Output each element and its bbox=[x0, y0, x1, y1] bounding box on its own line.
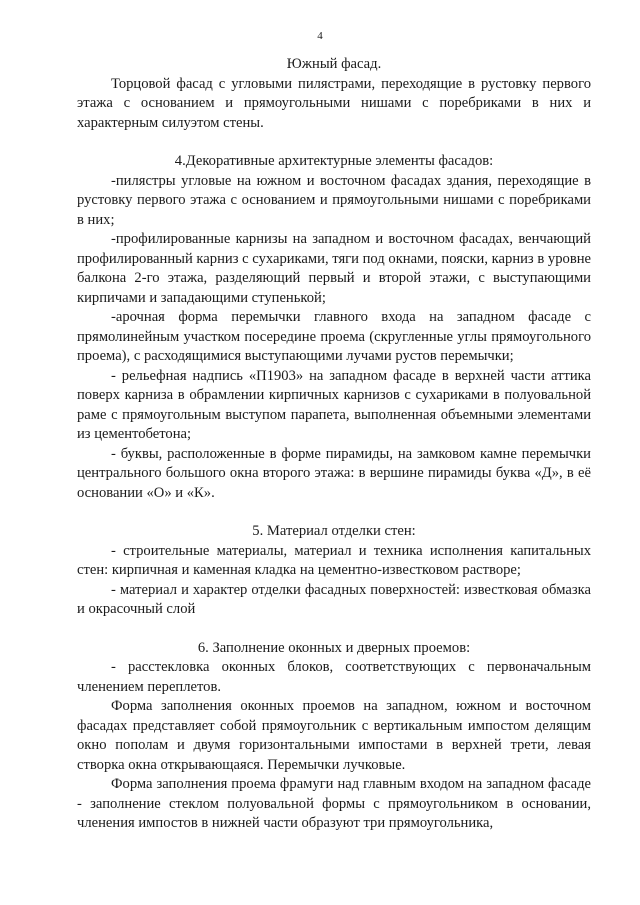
section6-heading: 6. Заполнение оконных и дверных проемов: bbox=[197, 639, 471, 656]
section6-item-transom-form: Форма заполнения проема фрамуги над главным входом на западном фасаде - заполнение стеклом полуовальной формы с прямоугольником в основании, членения импостов в нижней части образуют три прямоугольника, bbox=[77, 776, 591, 831]
section5-item-finish: - материал и характер отделки фасадных поверхностей: известковая обмазка и окрасочный слой bbox=[77, 581, 591, 617]
south-facade-heading: Южный фасад. bbox=[286, 56, 382, 72]
section4-item-cornices: -профилированные карнизы на западном и восточном фасадах, венчающий профилированный карниз с сухариками, тяги под окнами, пояски, карниз в уровне балкона 2-го этажа, разделяющий первый и второй этажи, с выступающими кирпичами и западающими ступенькой; bbox=[77, 231, 591, 306]
section-gap bbox=[77, 503, 591, 522]
section-gap bbox=[77, 620, 591, 639]
section4-heading: 4.Декоративные архитектурные элементы фасадов: bbox=[174, 153, 494, 169]
section4-item-letters: - буквы, расположенные в форме пирамиды, на замковом камне перемычки центрального большого окна второго этажа: в вершине пирамиды буква «Д», в её основании «О» и «К». bbox=[77, 445, 591, 501]
page-number: 4 bbox=[317, 30, 323, 42]
section6-item-glazing: - расстекловка оконных блоков, соответствующих с первоначальным членением переплетов. bbox=[77, 659, 591, 695]
south-facade-text: Торцовой фасад с угловыми пилястрами, переходящие в рустовку первого этажа с основанием и прямоугольными нишами с поребриками в них и характерным силуэтом стены. bbox=[77, 75, 591, 131]
section5-item-materials: - строительные материалы, материал и техника исполнения капитальных стен: кирпичная и каменная кладка на цементно-известковом растворе; bbox=[77, 542, 591, 578]
section4-item-pilasters: -пилястры угловые на южном и восточном фасадах здания, переходящие в рустовку первого этажа с основанием и прямоугольными нишами с поребриками в них; bbox=[77, 172, 591, 228]
section-gap bbox=[77, 133, 591, 152]
section4-item-arch: -арочная форма перемычки главного входа на западном фасаде с прямолинейным участком посередине проема (скругленные углы прямоугольного проема), с расходящимися выступающими лучами рустов перемычки; bbox=[77, 309, 591, 364]
document-body bbox=[77, 55, 591, 834]
section4-item-inscription: - рельефная надпись «П1903» на западном фасаде в верхней части аттика поверх карниза в обрамлении кирпичных карнизов с сухариками в полуовальной раме с прямоугольным выступом парапета, выполненная объемными элементами из цементобетона; bbox=[77, 367, 591, 442]
section5-heading: 5. Материал отделки стен: bbox=[252, 523, 416, 539]
section6-item-window-form: Форма заполнения оконных проемов на западном, южном и восточном фасадах представляет собой прямоугольник с вертикальным импостом делящим окно пополам и двумя горизонтальными импостами в верхней трети, левая створка окна открывающаяся. Перемычки лучковые. bbox=[77, 698, 591, 773]
